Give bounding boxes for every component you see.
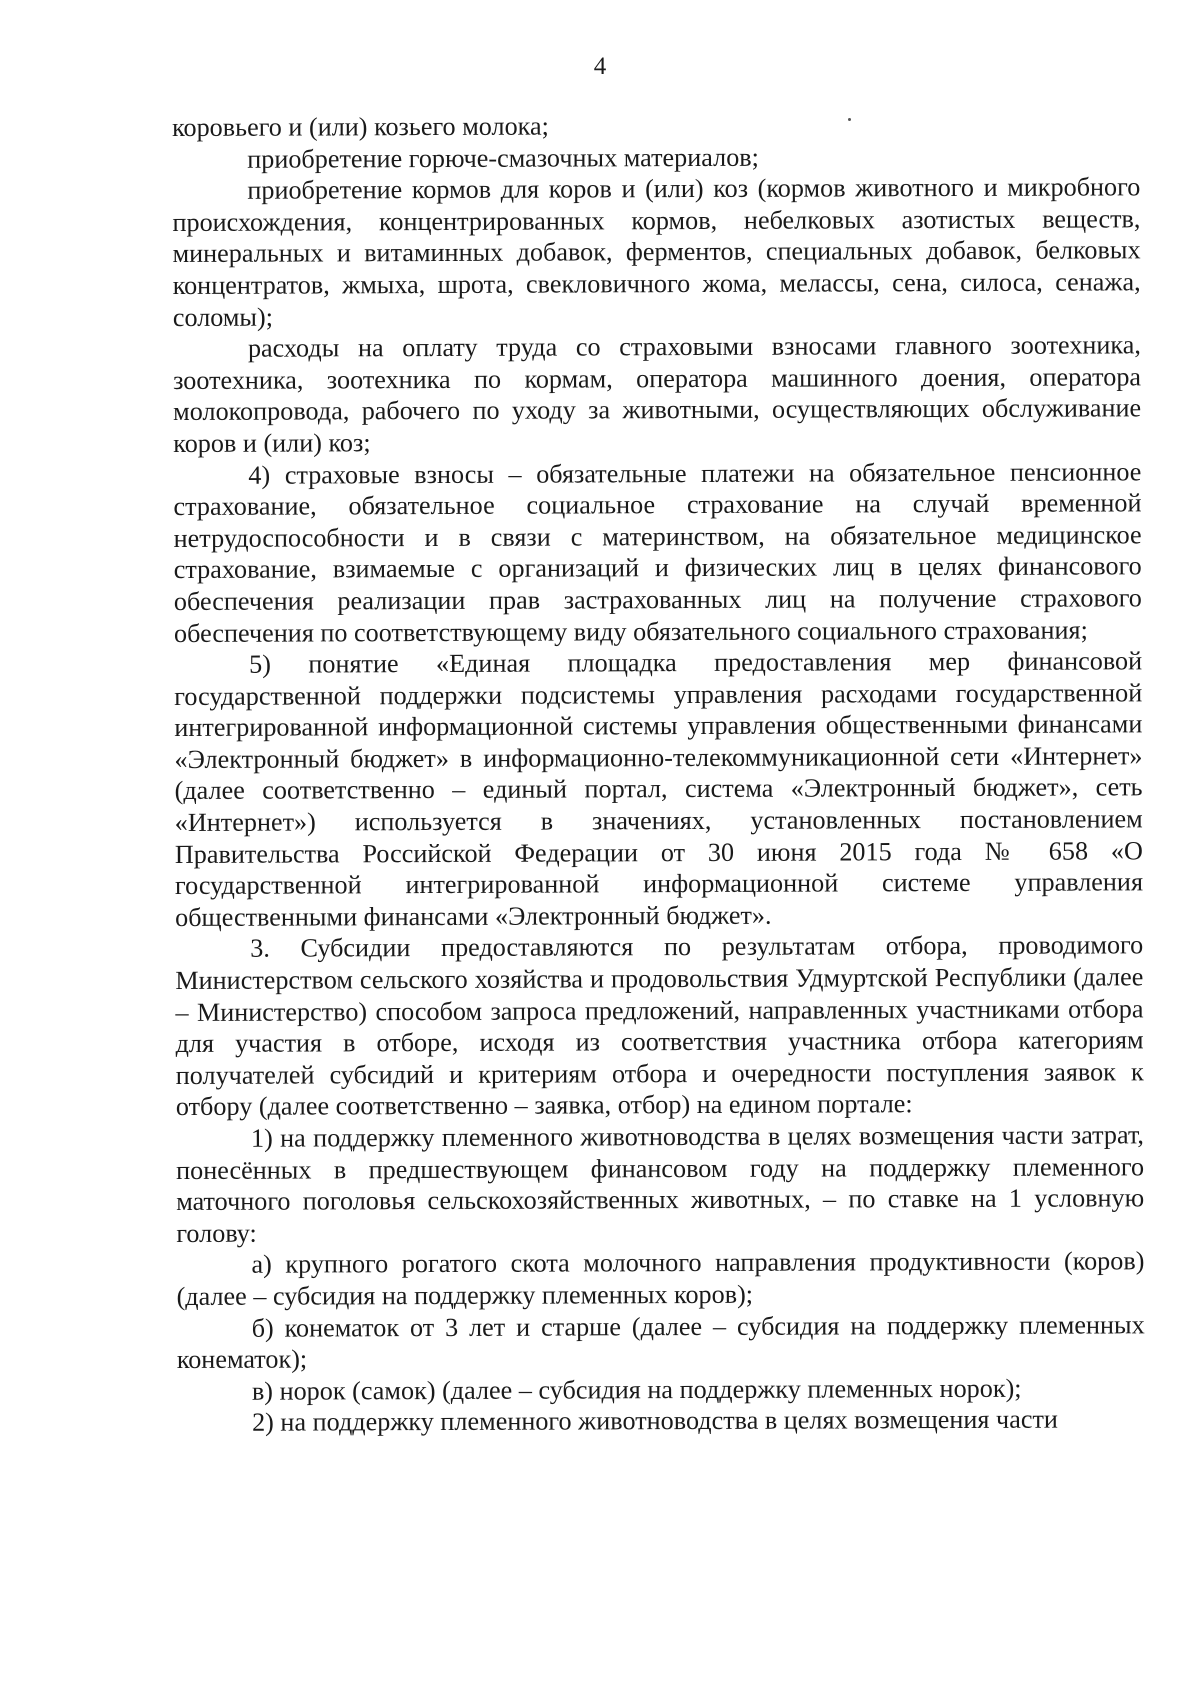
body-text bbox=[172, 108, 1145, 1439]
paragraph-mares: б) конематок от 3 лет и старше (далее – субсидия на поддержку племенных конематок); bbox=[176, 1309, 1145, 1375]
paragraph-labor-costs: расходы на оплату труда со страховыми взносами главного зоотехника, зоотехника, зоотехника по кормам, оператора машинного доения, оператора молокопровода, рабочего по уходу за животными, осуществляющих обслуживание коров и (или) коз; bbox=[172, 330, 1142, 458]
paragraph-unified-portal: 5) понятие «Единая площадка предоставления мер финансовой государственной поддержки подсистемы управления расходами государственной интегрированной информационной системы управления общественными финансами «Электронный бюджет» в информационно-телекоммуникационной сети «Интернет» (далее соответственно – единый портал, система «Электронный бюджет», сеть «Интернет») используется в значениях, установленных постановлением Правительства Российской Федерации от 30 июня 2015 года № 658 «О государственной интегрированной информационной системе управления общественными финансами «Электронный бюджет». bbox=[174, 646, 1144, 932]
paragraph-minks: в) норок (самок) (далее – субсидия на поддержку племенных норок); bbox=[251, 1373, 1022, 1406]
paragraph-milk-continuation: коровьего и (или) козьего молока; bbox=[172, 111, 549, 142]
paragraph-breeding-support-2: 2) на поддержку племенного животноводства в целях возмещения части bbox=[251, 1404, 1058, 1438]
paragraph-feed-purchase: приобретение кормов для коров и (или) коз (кормов животного и микробного происхождения, концентрированных кормов, небелковых азотистых веществ, минеральных и витаминных добавок, ферментов, специальных добавок, белковых концентратов, жмыха, шрота, свекловичного жома, мелассы, сена, силоса, сенажа, соломы); bbox=[172, 172, 1141, 332]
paragraph-fuel-lubricants: приобретение горюче-смазочных материалов; bbox=[247, 142, 759, 174]
paragraph-cattle: а) крупного рогатого скота молочного направления продуктивности (коров) (далее – субсидия на поддержку племенных коров); bbox=[176, 1246, 1145, 1311]
page-number: 4 bbox=[593, 53, 607, 80]
paragraph-subsidy-selection: 3. Субсидии предоставляются по результатам отбора, проводимого Министерством сельского хозяйства и продовольствия Удмуртской Республики (далее – Министерство) способом запроса предложений, направленных участниками отбора для участия в отборе, исходя из соответствия участника отбора категориям получателей субсидий и критериям отбора и очередности поступления заявок к отбору (далее соответственно – заявка, отбор) на едином портале: bbox=[175, 930, 1144, 1122]
paragraph-breeding-support-1: 1) на поддержку племенного животноводства в целях возмещения части затрат, понесённых в предшествующем финансовом году на поддержку племенного маточного поголовья сельскохозяйственных животных, – по ставке на 1 условную голову: bbox=[176, 1120, 1145, 1248]
paragraph-insurance-contributions: 4) страховые взносы – обязательные платежи на обязательное пенсионное страхование, обязательное социальное страхование на случай временной нетрудоспособности и в связи с материнством, на обязательное медицинское страхование, взимаемые с организаций и физических лиц в целях финансового обеспечения реализации прав застрахованных лиц на получение страхового обеспечения по соответствующему виду обязательного социального страхования; bbox=[173, 456, 1142, 648]
